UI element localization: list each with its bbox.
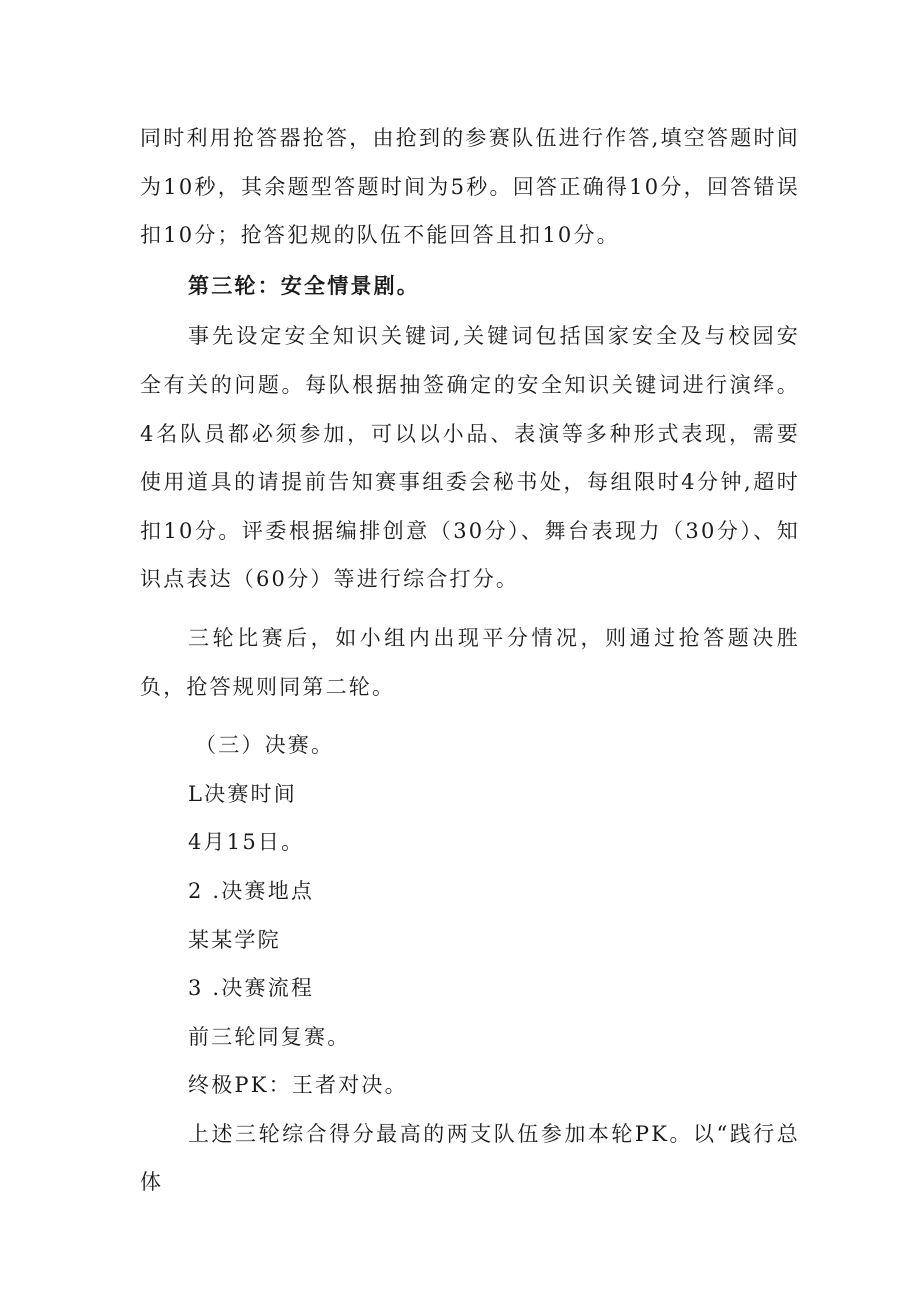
item-finals-date: 4月15日。 [188, 830, 305, 855]
item-finals-process-first: 前三轮同复赛。 [188, 1024, 351, 1049]
heading-round-three: 第三轮：安全情景剧。 [188, 272, 420, 298]
item-ultimate-pk: 终极PK：王者对决。 [188, 1073, 408, 1098]
document-body [140, 114, 800, 1207]
paragraph-round-three-rules: 事先设定安全知识关键词,关键词包括国家安全及与校园安全有关的问题。每队根据抽签确定的安全知识关键词进行演绎。4名队员都必须参加，可以以小品、表演等多种形式表现，需要使用道具的请提前告知赛事组委会秘书处，每组限时4分钟,超时扣10分。评委根据编排创意（30分）、舞台表现力（30分）、知识点表达（60分）等进行综合打分。 [140, 324, 800, 592]
paragraph-pk-rules: 上述三轮综合得分最高的两支队伍参加本轮PK。以“践行总体 [140, 1121, 800, 1195]
paragraph-buzzer-rules: 同时利用抢答器抢答，由抢到的参赛队伍进行作答,填空答题时间为10秒，其余题型答题时间为5秒。回答正确得10分，回答错误扣10分；抢答犯规的队伍不能回答且扣10分。 [140, 126, 800, 248]
item-finals-location-label: 2 .决赛地点 [188, 878, 315, 903]
item-finals-process-label: 3 .决赛流程 [188, 976, 315, 1001]
item-finals-time-label: L决赛时间 [188, 781, 297, 806]
paragraph-tiebreak: 三轮比赛后，如小组内出现平分情况，则通过抢答题决胜负，抢答规则同第二轮。 [140, 625, 800, 699]
item-finals-location: 某某学院 [188, 927, 281, 952]
heading-finals: （三）决赛。 [195, 733, 335, 758]
